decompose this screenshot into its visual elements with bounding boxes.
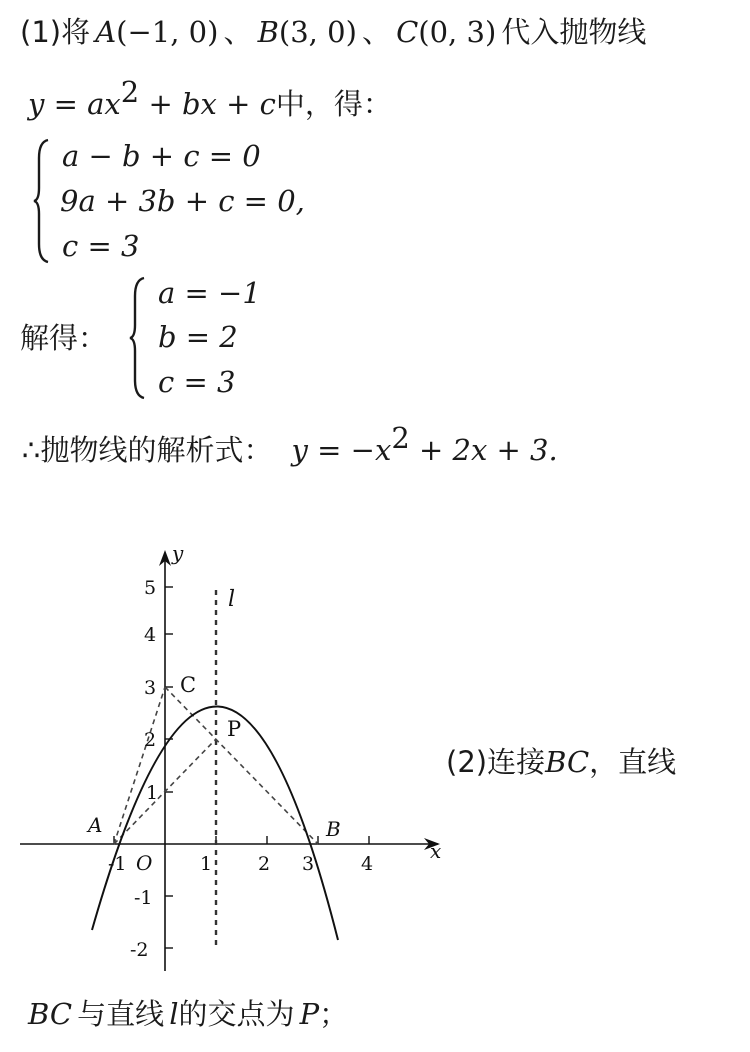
line1-suffix: 代入抛物线 [501,15,647,49]
x-tick-label: -1 [108,853,127,875]
point-b: B [257,15,279,49]
line-2 [28,75,392,123]
line2-suffix: 中，得： [275,87,392,121]
formula-rest: + bx + c [139,87,276,121]
last-bc: BC [28,997,73,1031]
part2-bc: BC [545,745,590,779]
y-tick-label: 2 [144,729,157,751]
system1-eq2: 9a + 3b + c = 0, [60,184,305,218]
line1-prefix: (1)将 [20,15,91,49]
axis-x-label: x [430,839,442,863]
last-mid2: 的交点为 [178,997,295,1031]
x-tick-label: 4 [361,853,374,875]
point-b-label: B [326,817,341,841]
conclusion-y: y [291,433,308,467]
conclusion-line [22,421,558,469]
y-tick-label: 3 [144,677,157,699]
system1-eq3: c = 3 [62,229,140,263]
part2-suffix: ，直线 [589,745,677,779]
formula-ax: ax [87,87,121,121]
brace-system-1 [32,138,52,264]
last-mid1: 与直线 [77,997,165,1031]
coord-b: (3, 0) [278,15,357,49]
origin-label: O [136,851,153,875]
parabola-figure [20,548,446,971]
system2-eq2: b = 2 [158,320,238,354]
last-end: ； [319,997,349,1031]
system2-eq1: a = −1 [158,276,261,310]
formula-y: y [28,87,45,121]
system2-eq3: c = 3 [158,365,236,399]
y-tick-label: 4 [144,624,157,646]
y-tick-label: -2 [130,939,149,961]
conclusion-rest: + 2x + 3. [409,433,558,467]
point-c-label: C [180,673,197,697]
part2-prefix: (2)连接 [446,745,546,779]
line-l-label: l [228,587,236,612]
x-tick-label: 2 [258,853,271,875]
y-tick-label: -1 [134,887,153,909]
system1-eq1: a − b + c = 0 [62,139,261,173]
conclusion-eq: = −x [307,433,392,467]
y-tick-label: 1 [146,782,159,804]
axis-y-label: y [172,548,184,565]
separator: 、 [223,15,253,49]
y-tick-label: 5 [144,577,157,599]
conclusion-text: ∴抛物线的解析式： [22,433,273,467]
parabola-graph [20,548,446,971]
separator: 、 [361,15,391,49]
x-tick-label: 3 [302,853,315,875]
x-tick-label: 1 [200,853,213,875]
last-p: P [299,997,320,1031]
conclusion-exponent: 2 [391,421,410,455]
solve-label: 解得： [20,321,108,355]
formula-eq: = [44,87,88,121]
last-line [28,992,348,1033]
point-c: C [396,15,419,49]
brace-system-2 [128,276,148,400]
line-1 [20,10,646,51]
last-l: l [169,997,179,1031]
coord-c: (0, 3) [418,15,497,49]
part2-line [446,740,676,781]
point-a-label: A [88,813,103,837]
formula-exponent: 2 [120,75,140,109]
point-a: A [95,15,117,49]
coord-a: (−1, 0) [116,15,219,49]
point-p-label: P [227,717,242,741]
